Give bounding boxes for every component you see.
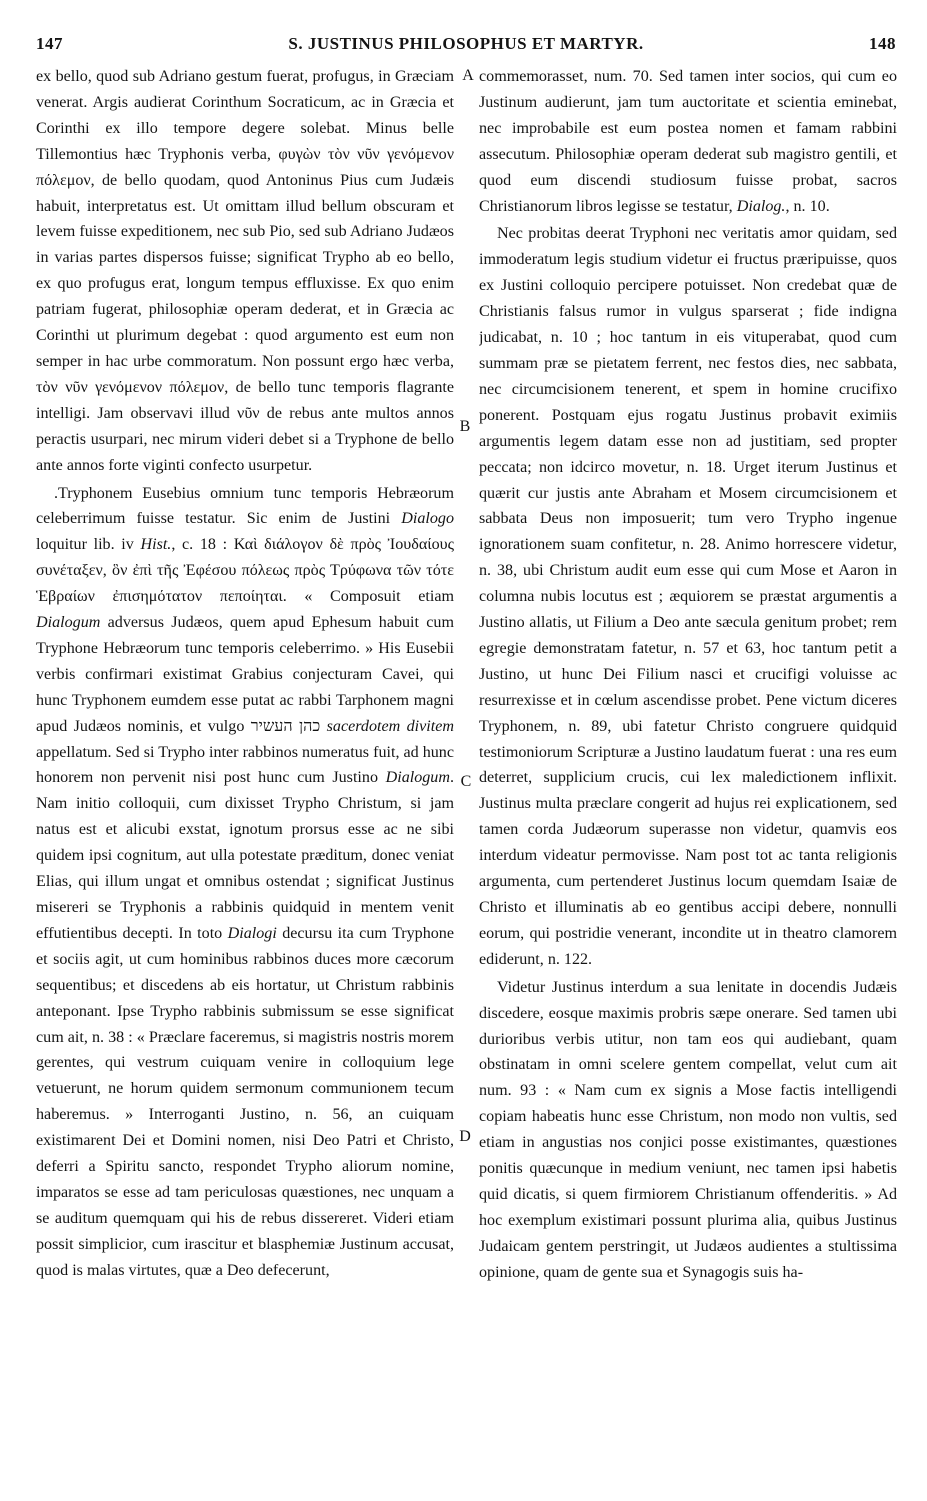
margin-marker-a: A <box>462 67 474 84</box>
running-title: S. JUSTINUS PHILOSOPHUS ET MARTYR. <box>288 34 644 53</box>
paragraph: Nec probitas deerat Tryphoni nec veritatis amor quidam, sed immoderatum legis studium videtur ei fructus præripuisse, quos ex Justini colloquio percipere potuisset. Non credebat quæ de Christianis falsus rumor in vulgus sparserat ; fide indigna judicabat, n. 10 ; hoc tantum in eis vituperabat, quod cum summam præ se pietatem ferrent, nec festos dies, nec sabbata, nec circumcisionem tenerent, et spem in homine crucifixo ponerent. Postquam ejus rogatu Justinus probavit eximiis argumentis legem datam esse non ad justitiam, sed propter peccata; non idcirco movetur, n. 18. Urget iterum Justinus et quærit cur justis ante Abraham et Mosem circumcisionem et sabbata Deus non imposuerit; tum vero Trypho ingenue ignorationem suam confitetur, n. 28. Animo horrescere videtur, n. 38, ubi Christum audit eum esse qui cum Mose et Aaron in columna nubis locutus est ; æquiorem se præstat argumentis a Justino allatis, ut Filium a Deo ante sæcula genitum probet; rem egregie demonstratam fatetur, n. 57 et 63, hoc tantum petit a Justino, ut hunc Dei Filium nasci et crucifigi voluisse ac resurrexisse et in cœlum ascendisse probet. Pene victum diceres Tryphonem, n. 89, ubi fatetur Christo congruere quidquid testimoniorum Scripturæ a Justino laudatum fuerat : una res eum deterret, supplicium crucis, cui lex maledictionem inflixit. Justinus multa præclare congerit ad hujus rei explicationem, sed tamen corda Judæorum superasse non videtur, quamvis eos interdum videatur permovisse. Nam post tot ac tanta religionis argumenta, cum pertenderet Justinus locum quemdam Isaiæ de Christo et illuminatis ab eo gentibus accipi debere, nonnulli eorum, qui postridie venerant, incondite ut in theatro clamorem ediderunt, n. 122. <box>479 225 897 968</box>
margin-marker-b: B <box>459 418 471 435</box>
paragraph: commemorasset, num. 70. Sed tamen inter socios, qui cum eo Justinum audierunt, jam tum auctoritate et scientia eminebat, nec improbabile est eum postea nomen et famam rabbini assecutum. Philosophiæ operam dederat sub magistro gentili, et quod eum discendi studiosum fuisse probat, sacros Christianorum libros legisse se testatur, Dialog., n. 10. <box>479 68 897 215</box>
page-number-left: 147 <box>36 34 63 53</box>
paragraph: Videtur Justinus interdum a sua lenitate in docendis Judæis discedere, eosque maximis probris sæpe onerare. Sed tamen ubi durioribus verbis utitur, non tam eos qui audiebant, quam obstinatam in omni scelere gentem compellat, velut cum ait num. 93 : « Nam cum ex signis a Mose factis intelligendi copiam habeatis hunc esse Christum, non modo non vultis, sed etiam in angustias nos conjici posse existimantes, quæstiones ponitis quæcunque in medium veniunt, nec tamen ipsi habetis quid dicatis, si quem firmiorem Christianum offenderitis. » Ad hoc exemplum existimari possunt plurima alia, quibus Justinus Judaicam gentem perstringit, ut Judæos audientes a stultissima opinione, quam de gente sua et Synagogis suis ha- <box>479 978 897 1281</box>
paragraph: .Tryphonem Eusebius omnium tunc temporis Hebræorum celeberrimum fuisse testatur. Sic enim de Justini Dialogo loquitur lib. iv Hist., c. 18 : Καὶ διάλογον δὲ πρὸς Ἰουδαίους συνέταξεν, ὃν ἐπὶ τῆς Ἐφέσου πόλεως πρὸς Τρύφωνα τῶν τότε Ἑβραίων ἐπισημότατον πεποίηται. « Composuit etiam Dialogum adversus Judæos, quem apud Ephesum habuit cum Tryphone Hebræorum tunc temporis celeberrimo. » His Eusebii verbis confirmari existimat Grabius conjecturam Cavei, qui hunc Tryphonem eumdem esse putat ac rabbi Tarphonem magni apud Judæos nominis, et vulgo כהן העשיר sacerdotem divitem appellatum. Sed si Trypho inter rabbinos numeratus fuit, ad hunc honorem non pervenit nisi post hunc cum Justino Dialogum. Nam initio colloquii, cum dixisset Trypho Christum, si jam natus est et alicubi exstat, ignotum prorsus esse ac ne sibi quidem ipsi cognitum, aut ulla potestate præditum, donec veniat Elias, qui illum ungat et omnibus ostendat ; significat Justinus misereri se Tryphonis a rabbinis quidquid in mentem venit effutientibus decepti. In toto Dialogi decursu ita cum Tryphone et sociis agit, ut cum hominibus rabbinos duces more cæcorum sequentibus; et discedens ab eis hortatur, ut Christum rabbinis anteponant. Ipse Trypho rabbinis submissum se esse significat cum ait, n. 38 : « Præclare faceremus, si magistris nostris morem gerentes, qui vestrum cuiquam venire in colloquium lege vetuerunt, ne horum quidem sermonum communionem tecum haberemus. » Interroganti Justino, n. 56, an cuiquam existimarent Dei et Domini nomen, nisi Deo Patri et Christo, deferri a Spiritu sancto, respondet Trypho aliorum nomine, imparatos se esse ad tam periculosas quæstiones, nec unquam a se auditum quemquam qui his de rebus dissereret. Videri etiam possit simplicior, cum irascitur et blasphemiæ Justinum accusat, quod is malas virtutes, quæ a Deo defecerunt, <box>36 484 454 1279</box>
page-number-right: 148 <box>869 34 896 53</box>
right-column <box>479 64 897 1494</box>
running-header <box>36 34 896 60</box>
margin-marker-d: D <box>459 1128 471 1145</box>
paragraph: ex bello, quod sub Adriano gestum fuerat, profugus, in Græciam venerat. Argis audierat Corinthum Socraticum, ac in Græcia et Corinthi ex illo tempore degere solebat. Minus belle Tillemontius hæc Tryphonis verba, φυγὼν τὸν νῦν γενόμενον πόλεμον, de bello quodam, quod Antoninus Pius cum Judæis habuit, interpretatus est. Ut omittam illud bellum obscuram et levem fuisse expeditionem, nec sub Pio, sed sub Adriano Judæos in varias partes dispersos fuisse; significat Trypho ab eo bello, ex quo profugus erat, longum tempus effluxisse. Ex quo enim patriam fugerat, philosophiæ operam dederat, et in Græcia ac Corinthi ut plurimum degebat : quod argumento est eum non semper in hac urbe commoratum. Non possunt ergo hæc verba, τὸν νῦν γενόμενον πόλεμον, de bello tunc temporis flagrante intelligi. Jam observavi illud νῦν de rebus ante multos annos peractis usurpari, nec mirum videri debet si a Tryphone de bello ante annos forte viginti confecto usurpetur. <box>36 68 454 474</box>
margin-marker-c: C <box>460 773 472 790</box>
left-column <box>36 64 454 1494</box>
